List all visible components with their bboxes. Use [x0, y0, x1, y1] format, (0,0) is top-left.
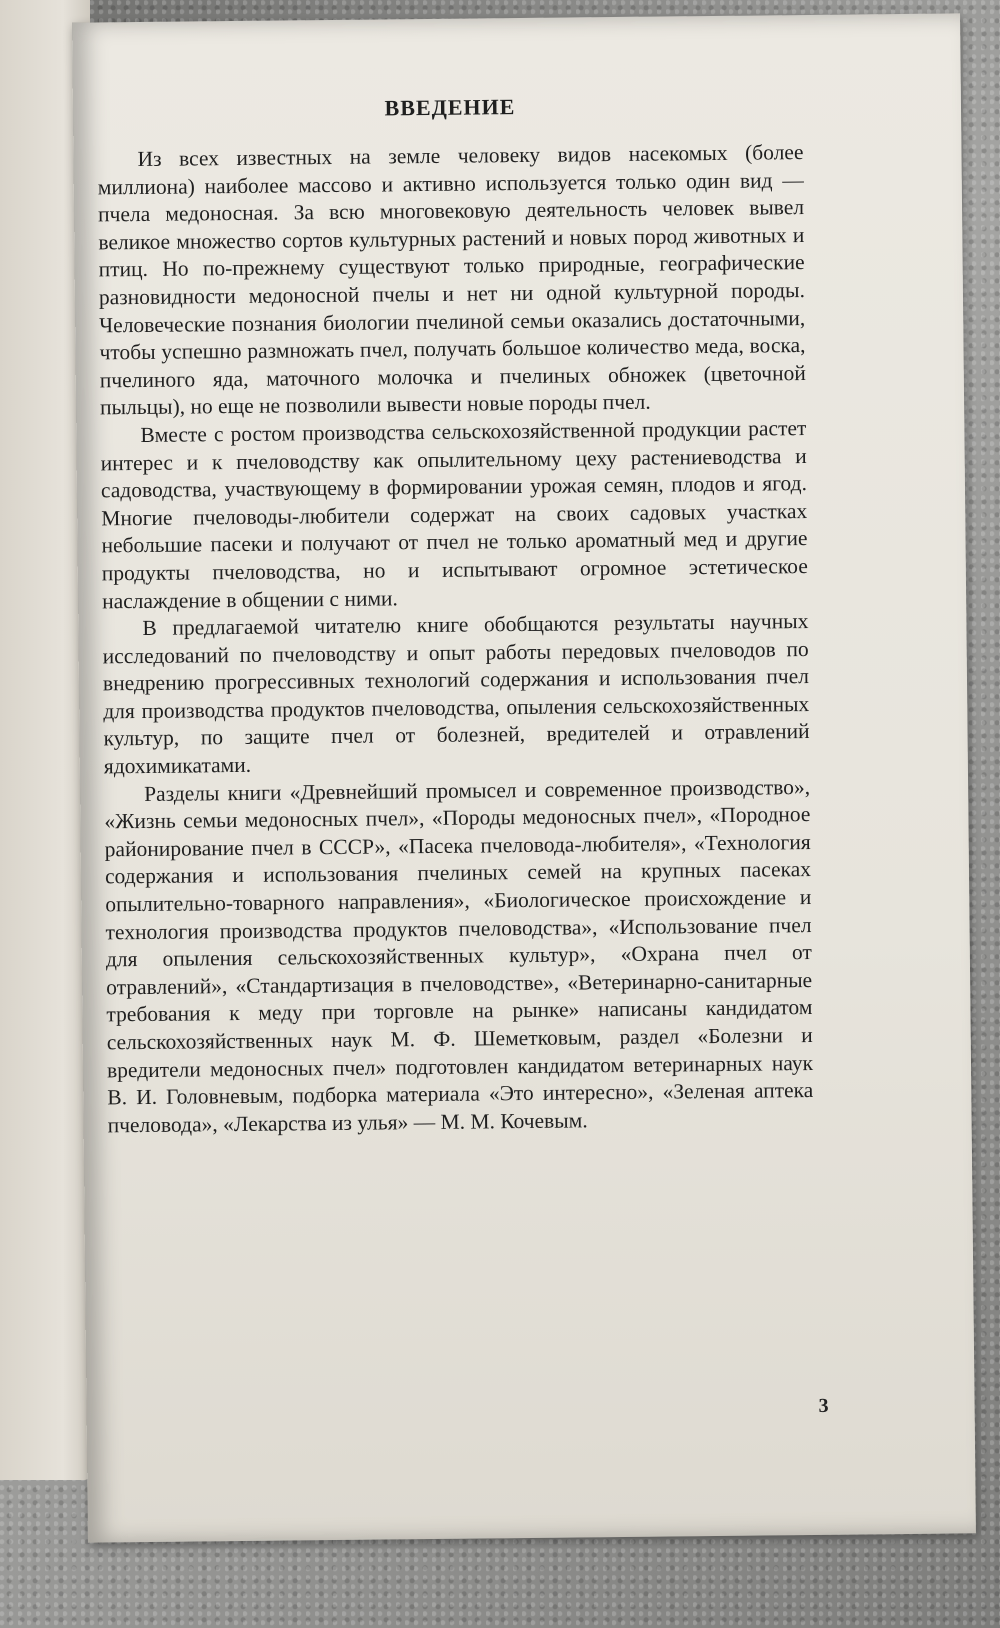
chapter-title: ВВЕДЕНИЕ: [384, 94, 516, 121]
paragraph-1: Из всех известных на земле человеку видов насекомых (более миллиона) наиболее массово и активно используется только один вид — пчела медоносная. За всю многовековую деятельность человек вывел великое множество сортов культурных растений и новых пород животных и птиц. Но по-прежнему существуют только природные, географические разновидности медоносной пчелы и нет ни одной культурной породы. Человеческие познания биологии пчелиной семьи оказались достаточными, чтобы успешно размножать пчел, получать большое количество меда, воска, пчелиного яда, маточного молочка и пчелиных обножек (цветочной пыльцы), но еще не позволили вывести новые породы пчел.: [97, 140, 806, 420]
book-page: [72, 13, 976, 1542]
paragraph-2: Вместе с ростом производства сельскохозяйственной продукции растет интерес и к пчеловодству как опылительному цеху растениеводства и садоводства, участвующему в формировании урожая семян, плодов и ягод. Многие пчеловоды-любители содержат на своих садовых участках небольшие пасеки и получают от пчел не только ароматный мед и другие продукты пчеловодства, но и испытывают огромное эстетическое наслаждение в общении с ними.: [100, 415, 808, 613]
paragraph-4: Разделы книги «Древнейший промысел и современное производство», «Жизнь семьи медоносных пчел», «Породы медоносных пчел», «Породное районирование пчел в СССР», «Пасека пчеловода-любителя», «Технология содержания и использования пчелиных семей на крупных пасеках опылительно-товарного направления», «Биологическое происхождение и технология производства продуктов пчеловодства», «Использование пчел для опыления сельскохозяйственных культур», «Охрана пчел от отравлений», «Стандартизация в пчеловодстве», «Ветеринарно-санитарные требования к меду при торговле на рынке» написаны кандидатом сельскохозяйственных наук М. Ф. Шеметковым, раздел «Болезни и вредители медоносных пчел» подготовлен кандидатом ветеринарных наук В. И. Головневым, подборка материала «Это интересно», «Зеленая аптека пчеловода», «Лекарства из улья» — М. М. Кочевым.: [104, 774, 814, 1138]
paragraph-3: В предлагаемой читателю книге обобщаются результаты научных исследований по пчеловодству и опыт работы передовых пчеловодов по внедрению прогрессивных технологий содержания и использования пчел для производства продуктов пчеловодства, опыления сельскохозяйственных культур, по защите пчел от болезней, вредителей и отравлений ядохимикатами.: [102, 609, 810, 779]
page-number: 3: [818, 1394, 829, 1417]
page-content: [97, 91, 814, 1140]
